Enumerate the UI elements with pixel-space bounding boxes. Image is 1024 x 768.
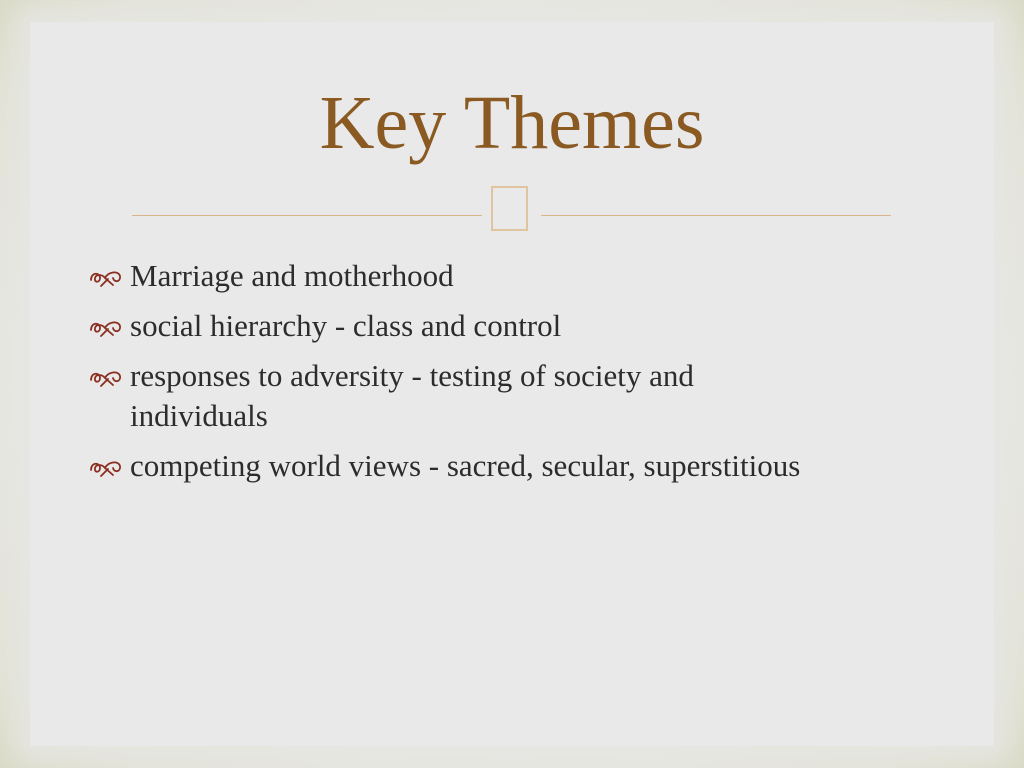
title-divider-right — [541, 215, 891, 216]
bullet-text: social hierarchy - class and control — [130, 308, 562, 343]
slide-title: Key Themes — [319, 81, 705, 165]
bullet-item — [88, 446, 828, 486]
scroll-flourish-icon — [88, 456, 124, 478]
bullet-list — [88, 256, 828, 496]
scroll-flourish-icon — [88, 366, 124, 388]
bullet-text: responses to adversity - testing of society and individuals — [130, 358, 694, 433]
ornament-box-icon — [491, 186, 528, 231]
bullet-item — [88, 306, 828, 346]
bullet-text: competing world views - sacred, secular, superstitious — [130, 448, 801, 483]
bullet-text: Marriage and motherhood — [130, 258, 454, 293]
scroll-flourish-icon — [88, 266, 124, 288]
scroll-flourish-icon — [88, 316, 124, 338]
title-divider-left — [132, 215, 482, 216]
bullet-item — [88, 256, 828, 296]
bullet-item — [88, 356, 828, 436]
